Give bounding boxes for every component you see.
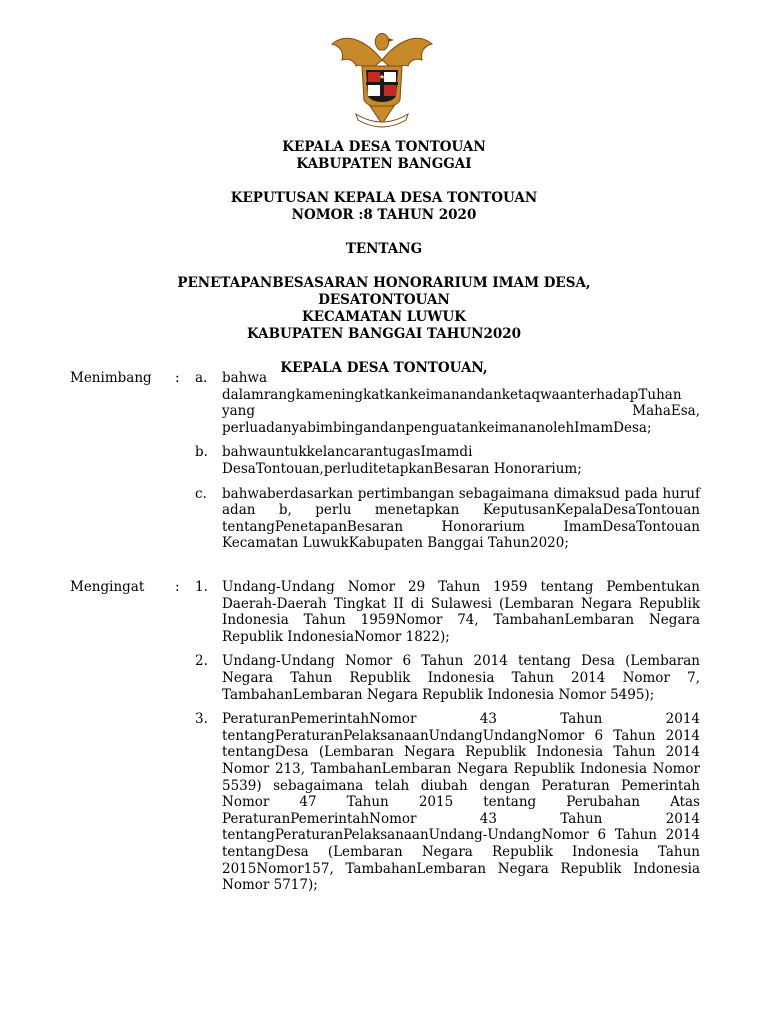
item-text: Undang-Undang Nomor 6 Tahun 2014 tentang Desa (Lembaran Negara Tahun Republik Indonesia Tahun 2014 Nomor 7, TambahanLembaran Negara Republik Indonesia Nomor 5495); xyxy=(222,653,700,703)
subject-line-3: KECAMATAN LUWUK xyxy=(302,309,466,325)
item-text: bahwauntukkelancarantugasImamdi DesaTontouan,perluditetapkanBesaran Honorarium; xyxy=(222,444,582,477)
about-label: TENTANG xyxy=(345,241,423,257)
section-label: Mengingat xyxy=(70,579,145,595)
list-item xyxy=(70,486,700,552)
item-text: bahwa dalamrangkameningkatkankeimanandanketaqwaanterhadapTuhan yang MahaEsa, perluadanyabimbingandanpenguatankeimananolehImamDesa; xyxy=(222,370,700,436)
list-item xyxy=(70,653,700,703)
item-text: bahwaberdasarkan pertimbangan sebagaimana dimaksud pada huruf adan b, perlu menetapkan KeputusanKepalaDesaTontouan tentangPenetapanBesaran Honorarium ImamDesaTontouan Kecamatan LuwukKabupaten Banggai Tahun2020; xyxy=(222,485,700,552)
subject-line-2: DESATONTOUAN xyxy=(318,292,450,308)
section-colon: : xyxy=(175,579,180,595)
decree-number: NOMOR :8 TAHUN 2020 xyxy=(291,207,477,223)
menimbang-section xyxy=(70,370,700,560)
section-label: Menimbang xyxy=(70,370,152,386)
item-marker: 2. xyxy=(195,653,208,670)
document-header xyxy=(0,139,768,377)
item-text: PeraturanPemerintahNomor 43 Tahun 2014 tentangPeraturanPelaksanaanUndangUndangNomor 6 Tahun 2014 tentangDesa (Lembaran Negara Republik Indonesia Tahun 2014 Nomor 213, TambahanLembaran Negara Republik Indonesia Nomor 5539) sebagaimana telah diubah dengan Peraturan Pemerintah Nomor 47 Tahun 2015 tentang Perubahan Atas PeraturanPemerintahNomor 43 Tahun 2014 tentangPeraturanPelaksanaanUndang-UndangNomor 6 Tahun 2014 tentangDesa (Lembaran Negara Republik Indonesia Tahun 2015Nomor157, TambahanLembaran Negara Republik Indonesia Nomor 5717); xyxy=(222,711,700,894)
list-item xyxy=(70,711,700,894)
item-marker: 3. xyxy=(195,711,208,728)
item-marker: b. xyxy=(195,444,208,461)
list-item xyxy=(70,370,700,436)
section-colon: : xyxy=(175,370,180,386)
list-item xyxy=(70,444,700,477)
decree-title: KEPUTUSAN KEPALA DESA TONTOUAN xyxy=(230,190,538,206)
issuer-region: KABUPATEN BANGGAI xyxy=(296,156,472,172)
subject-line-1: PENETAPANBESASARAN HONORARIUM IMAM DESA, xyxy=(177,275,591,291)
subject-line-4: KABUPATEN BANGGAI TAHUN2020 xyxy=(246,326,522,342)
item-marker: a. xyxy=(195,370,208,386)
item-marker: 1. xyxy=(195,579,208,595)
issuer-title: KEPALA DESA TONTOUAN xyxy=(282,139,486,155)
item-text: Undang-Undang Nomor 29 Tahun 1959 tentang Pembentukan Daerah-Daerah Tingkat II di Sulawesi (Lembaran Negara Republik Indonesia Tahun 1959Nomor 74, TambahanLembaran Negara Republik IndonesiaNomor 1822); xyxy=(222,579,700,645)
garuda-emblem-icon xyxy=(326,30,438,134)
mengingat-section xyxy=(70,579,700,902)
signatory-heading: KEPALA DESA TONTOUAN, xyxy=(280,360,488,376)
list-item xyxy=(70,579,700,645)
item-marker: c. xyxy=(195,485,207,502)
